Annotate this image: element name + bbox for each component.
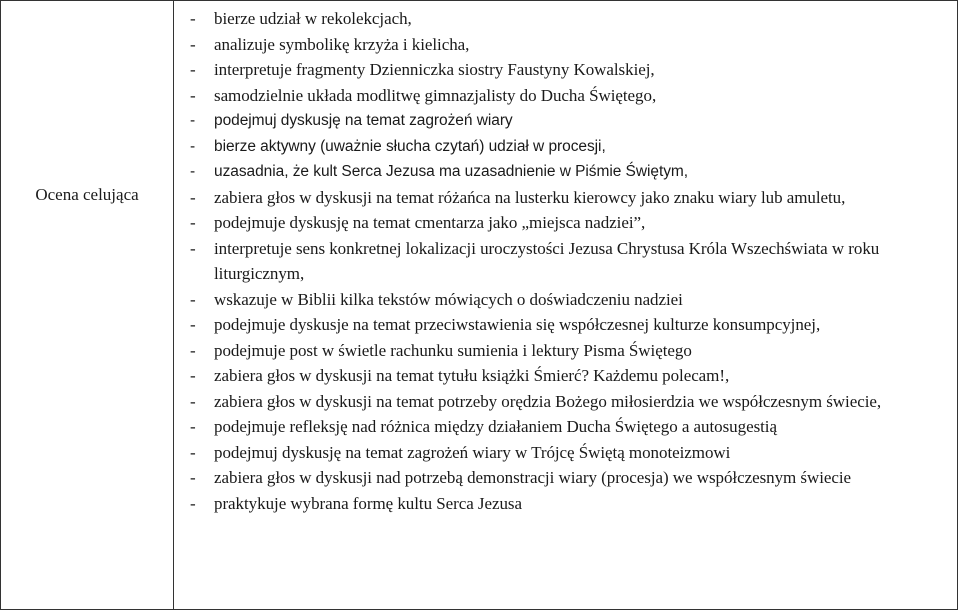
list-item xyxy=(190,440,953,466)
dash-bullet: - xyxy=(190,60,196,79)
grade-cell xyxy=(1,1,174,610)
list-item-text: podejmuj dyskusję na temat zagrożeń wiary w Trójcę Świętą monoteizmowi xyxy=(214,442,731,462)
dash-bullet: - xyxy=(190,391,196,411)
list-item-text: bierze udział w rekolekcjach, xyxy=(214,9,412,28)
dash-bullet: - xyxy=(190,442,196,462)
dash-bullet: - xyxy=(190,289,196,309)
list-item-text: podejmuje dyskusję na temat cmentarza jako „miejsca nadziei”, xyxy=(214,213,646,232)
list-item-text: analizuje symbolikę krzyża i kielicha, xyxy=(214,34,470,54)
list-item-text: wskazuje w Biblii kilka tekstów mówiących o doświadczeniu nadziei xyxy=(214,289,683,309)
requirements-cell xyxy=(174,1,958,610)
list-item-text: praktykuje wybrana formę kultu Serca Jezusa xyxy=(214,493,522,513)
requirements-list xyxy=(174,1,957,516)
list-item-text: podejmuje post w świetle rachunku sumienia i lektury Pisma Świętego xyxy=(214,340,692,360)
list-item-text: interpretuje fragmenty Dzienniczka siostry Faustyny Kowalskiej, xyxy=(214,60,655,79)
dash-bullet: - xyxy=(190,238,196,258)
list-item xyxy=(190,338,953,364)
list-item-text: uzasadnia, że kult Serca Jezusa ma uzasadnienie w Piśmie Świętym, xyxy=(214,163,689,180)
list-item xyxy=(190,236,953,287)
dash-bullet: - xyxy=(190,163,196,180)
list-item xyxy=(190,185,953,211)
list-item xyxy=(190,363,953,389)
dash-bullet: - xyxy=(190,340,196,360)
grade-label: Ocena celująca xyxy=(35,185,139,204)
list-item xyxy=(190,491,953,517)
list-item xyxy=(190,108,953,134)
dash-bullet: - xyxy=(190,315,196,334)
list-item xyxy=(190,32,953,58)
list-item-text: podejmuj dyskusję na temat zagrożeń wiary xyxy=(214,112,513,129)
list-item xyxy=(190,57,953,83)
list-item xyxy=(190,287,953,313)
list-item xyxy=(190,465,953,491)
list-item xyxy=(190,389,953,415)
list-item xyxy=(190,6,953,32)
dash-bullet: - xyxy=(190,213,196,232)
dash-bullet: - xyxy=(190,112,196,129)
list-item-text: samodzielnie układa modlitwę gimnazjalisty do Ducha Świętego, xyxy=(214,85,657,105)
list-item xyxy=(190,414,953,440)
dash-bullet: - xyxy=(190,85,196,105)
list-item xyxy=(190,134,953,160)
list-item-text: bierze aktywny (uważnie słucha czytań) udział w procesji, xyxy=(214,137,606,155)
list-item-text: interpretuje sens konkretnej lokalizacji uroczystości Jezusa Chrystusa Króla Wszechświata w roku liturgicznym, xyxy=(214,238,880,283)
list-item xyxy=(190,210,953,236)
dash-bullet: - xyxy=(190,34,196,54)
dash-bullet: - xyxy=(190,187,196,207)
dash-bullet: - xyxy=(190,366,196,385)
dash-bullet: - xyxy=(190,468,196,487)
dash-bullet: - xyxy=(190,137,196,155)
dash-bullet: - xyxy=(190,9,196,28)
list-item xyxy=(190,159,953,185)
list-item-text: podejmuje dyskusje na temat przeciwstawienia się współczesnej kulturze konsumpcyjnej, xyxy=(214,315,821,334)
list-item xyxy=(190,312,953,338)
list-item-text: podejmuje refleksję nad różnica między działaniem Ducha Świętego a autosugestią xyxy=(214,417,777,436)
dash-bullet: - xyxy=(190,493,196,513)
list-item xyxy=(190,83,953,109)
list-item-text: zabiera głos w dyskusji na temat potrzeby orędzia Bożego miłosierdzia we współczesnym świecie, xyxy=(214,391,882,411)
list-item-text: zabiera głos w dyskusji na temat tytułu książki Śmierć? Każdemu polecam!, xyxy=(214,366,730,385)
list-item-text: zabiera głos w dyskusji na temat różańca na lusterku kierowcy jako znaku wiary lub amuletu, xyxy=(214,187,846,207)
table-row xyxy=(1,1,958,610)
list-item-text: zabiera głos w dyskusji nad potrzebą demonstracji wiary (procesja) we współczesnym świecie xyxy=(214,468,852,487)
dash-bullet: - xyxy=(190,417,196,436)
